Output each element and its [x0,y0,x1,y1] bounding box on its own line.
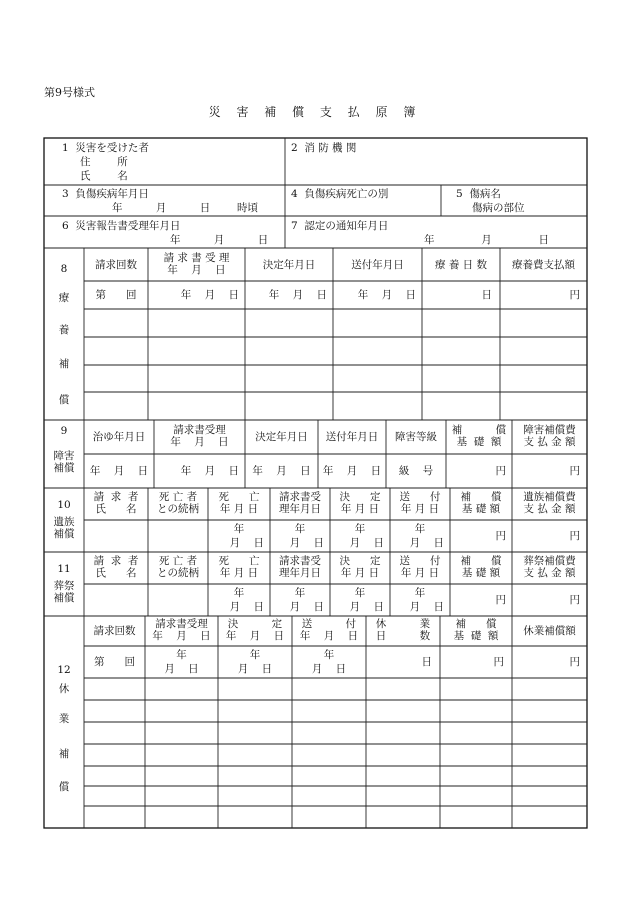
s9-cell: 円 [569,465,580,477]
s3-date: 年 月 日 時頃 [112,202,258,214]
s8-cell: 年 月 日 [180,289,239,301]
s10-date-year: 年 [294,523,306,535]
s9-header: 障害等級 [395,431,437,443]
s10-header: 請求書受 理年月日 [279,491,321,515]
s8-side-char: 補 [58,358,70,370]
s12-side-char: 休 [58,683,70,695]
s11-date-year: 年 [294,587,306,599]
s5-label: 5 傷病名 [456,188,501,200]
s9-header: 請求書受理 年 月 日 [170,424,229,448]
s8-side-num: 8 [60,263,68,275]
s12-side-num: 12 [57,664,71,676]
s10-num: 10 [57,499,71,511]
s12-cell: 第 回 [93,656,136,668]
s12-header: 休業補償額 [523,625,576,637]
s10-date-year: 年 [354,523,366,535]
s9-header: 治ゆ年月日 [92,431,146,443]
s4-label: 4 負傷疾病死亡の別 [291,188,389,200]
s10-date-md: 月 日 [229,537,264,549]
s12-header: 決 定 年 月 日 [225,618,285,642]
s12-date-md: 月 日 [164,663,199,675]
s10-date-year: 年 [233,523,245,535]
s10-header: 請 求 者 氏 名 [93,491,139,515]
s11-yen: 円 [569,594,580,606]
s1-name-label: 氏 名 [80,170,128,182]
s10-header: 送 付 年 月 日 [399,491,441,515]
s11-num: 11 [57,563,71,575]
s11-header: 請求書受 理年月日 [279,555,321,579]
s9-num: 9 [60,425,68,437]
s10-date-year: 年 [414,523,426,535]
s10-side: 遺族 補償 [53,516,75,540]
s11-date-year: 年 [354,587,366,599]
s10-header: 死 亡 者 との続柄 [157,491,199,515]
s8-cell: 第 回 [95,289,137,301]
s11-header: 決 定 年 月 日 [339,555,381,579]
s12-header: 請求回数 [93,625,136,637]
s8-cell: 円 [569,289,580,301]
s12-date-md: 月 日 [237,663,273,675]
s9-cell: 級 号 [398,465,434,477]
s10-header: 遺族補償費 支 払 金 額 [523,491,576,515]
s11-side: 葬祭 補償 [53,580,75,604]
s8-cell: 年 月 日 [357,289,416,301]
s8-header: 送付年月日 [351,259,404,271]
s2-label: 2 消 防 機 関 [291,142,357,154]
s11-date-md: 月 日 [289,601,324,613]
s9-side: 障害 補償 [53,450,75,474]
s8-header: 請求回数 [95,259,137,271]
s9-cell: 年 月 日 [252,465,311,477]
s8-header: 請 求 書 受 理 年 月 日 [163,252,230,276]
form-title: 災 害 補 償 支 払 原 簿 [208,105,422,119]
s8-cell: 年 月 日 [268,289,327,301]
s10-header: 死 亡 年 月 日 [218,491,260,515]
s11-header: 請 求 者 氏 名 [93,555,139,579]
s12-days: 日 [421,656,432,668]
s11-header: 死 亡 者 との続柄 [157,555,199,579]
s12-side-char: 償 [58,781,70,793]
s12-side-char: 補 [58,748,70,760]
s10-yen: 円 [569,530,580,542]
s11-date-md: 月 日 [409,601,444,613]
s12-header: 補 償 基 礎 額 [453,618,499,642]
s10-date-md: 月 日 [349,537,384,549]
s9-header: 補 償 基 礎 額 [451,424,507,448]
s6-date: 年 月 日 [170,234,269,246]
s9-header: 送付年月日 [325,431,379,443]
s11-date-year: 年 [233,587,245,599]
s11-yen: 円 [495,594,506,606]
s10-date-md: 月 日 [409,537,444,549]
s12-header: 休 業 日 数 [375,618,431,642]
s11-date-year: 年 [414,587,426,599]
s11-header: 送 付 年 月 日 [399,555,441,579]
s8-side-char: 療 [58,292,70,304]
s11-header: 補 償 基 礎 額 [460,555,502,579]
s9-cell: 年 月 日 [89,465,149,477]
s5-part-label: 傷病の部位 [472,202,525,214]
s10-header: 補 償 基 礎 額 [460,491,502,515]
form-number: 第9号様式 [44,86,95,99]
s7-date: 年 月 日 [424,234,549,246]
s12-date-md: 月 日 [311,663,347,675]
s10-header: 決 定 年 月 日 [339,491,381,515]
s3-label: 3 負傷疾病年月日 [62,188,149,200]
s8-header: 療 養 日 数 [434,259,487,271]
s7-label: 7 認定の通知年月日 [291,220,389,232]
s8-cell: 日 [481,289,492,301]
s11-date-md: 月 日 [349,601,384,613]
s10-yen: 円 [495,530,506,542]
s10-date-md: 月 日 [289,537,324,549]
s8-side-char: 償 [58,394,70,406]
s12-header: 送 付 年 月 日 [299,618,359,642]
s11-header: 葬祭補償費 支 払 金 額 [523,555,576,579]
s12-date-year: 年 [249,649,261,661]
s9-header: 障害補償費 支 払 金 額 [523,424,576,448]
s9-cell: 年 月 日 [322,465,382,477]
s12-yen: 円 [493,656,504,668]
s6-label: 6 災害報告書受理年月日 [62,220,181,232]
s1-label: 1 災害を受けた者 [62,142,149,154]
s8-header: 療養費支払額 [512,259,575,271]
s8-side-char: 養 [58,324,70,336]
s9-header: 決定年月日 [255,431,308,443]
s12-side-char: 業 [58,713,70,725]
s11-date-md: 月 日 [229,601,264,613]
s12-date-year: 年 [323,649,335,661]
s12-yen: 円 [569,656,580,668]
s8-header: 決定年月日 [262,259,316,271]
s12-header: 請求書受理 年 月 日 [152,618,211,642]
s11-header: 死 亡 年 月 日 [218,555,260,579]
s9-cell: 年 月 日 [180,465,239,477]
s9-cell: 円 [495,465,506,477]
s1-address-label: 住 所 [80,156,128,168]
s12-date-year: 年 [176,649,187,661]
